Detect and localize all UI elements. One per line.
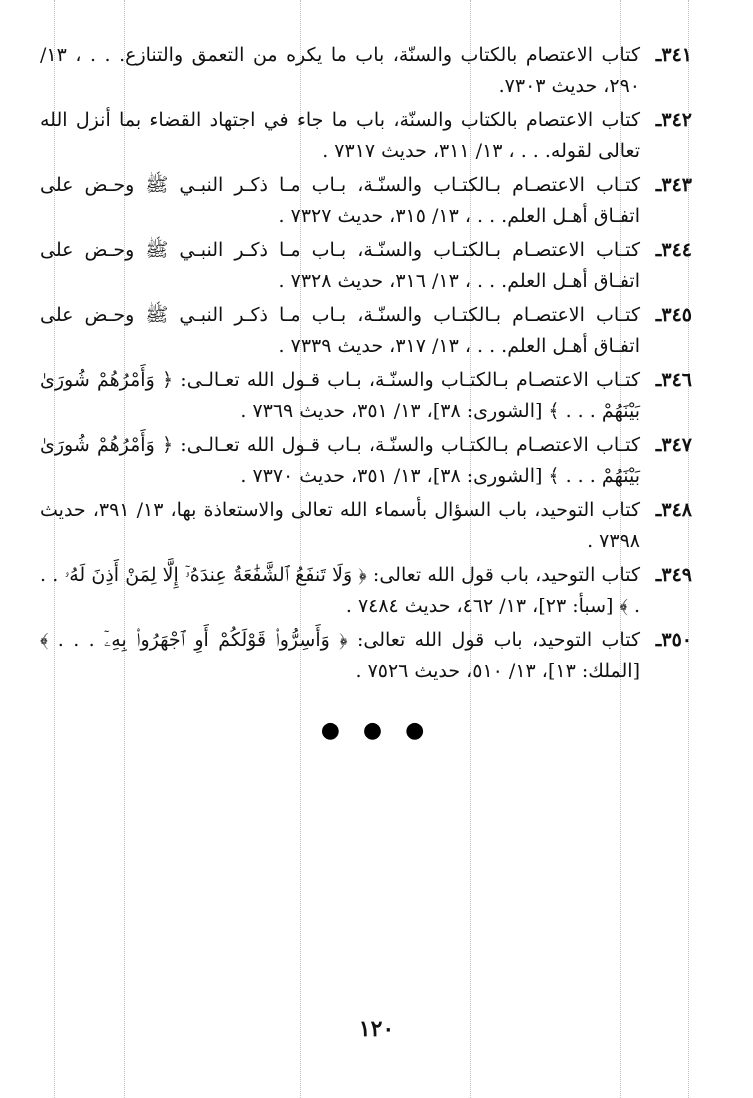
entry-text: كتاب الاعتصام بالكتاب والسنّة، باب ما جاء في اجتهاد القضاء بما أنزل الله تعالى لقوله. . . ، ١٣/ ٣١١، حديث ٧٣١٧ . — [40, 109, 640, 162]
entry-number: ٣٤٣ـ — [655, 174, 692, 196]
page-number: ١٢٠ — [358, 1016, 395, 1042]
entry-text: كتاب التوحيد، باب قول الله تعالى: ﴿ وَأَسِرُّوا۟ قَوْلَكُمْ أَوِ ٱجْهَرُوا۟ بِهِۦٓ . . . ﴾ [الملك: ١٣]، ١٣/ ٥١٠، حديث ٧٥٢٦ . — [40, 629, 640, 682]
entry-text: كتاب التوحيد، باب قول الله تعالى: ﴿ وَلَا تَنفَعُ ٱلشَّفَٰعَةُ عِندَهُۥٓ إِلَّا لِمَنْ أَذِنَ لَهُۥ . . . ﴾ [سبأ: ٢٣]، ١٣/ ٤٦٢، حديث ٧٤٨٤ . — [40, 564, 640, 617]
reference-entry — [40, 105, 692, 167]
entry-number: ٣٤٨ـ — [655, 499, 692, 521]
reference-entry — [40, 625, 692, 687]
entry-text: كتـاب الاعتصـام بـالكتـاب والسنّـة، بـاب مـا ذكـر النبـي ﷺ وحـض على اتفـاق أهـل العلم. . . ، ١٣/ ٣١٥، حديث ٧٣٢٧ . — [40, 174, 640, 227]
references-list — [40, 40, 692, 690]
entry-text: كتاب التوحيد، باب السؤال بأسماء الله تعالى والاستعاذة بها، ١٣/ ٣٩١، حديث ٧٣٩٨ . — [40, 499, 640, 552]
entry-text: كتـاب الاعتصـام بـالكتـاب والسنّـة، بـاب قـول الله تعـالـى: ﴿ وَأَمْرُهُمْ شُورَىٰ بَيْنَهُمْ . . . ﴾ [الشورى: ٣٨]، ١٣/ ٣٥١، حديث ٧٣٦٩ . — [40, 369, 640, 422]
reference-entry — [40, 430, 692, 492]
entry-text: كتاب الاعتصام بالكتاب والسنّة، باب ما يكره من التعمق والتنازع. . . ، ١٣/ ٢٩٠، حديث ٧٣٠٣. — [40, 44, 640, 97]
entry-text: كتـاب الاعتصـام بـالكتـاب والسنّـة، بـاب مـا ذكـر النبـي ﷺ وحـض على اتفـاق أهـل العلم. . . ، ١٣/ ٣١٧، حديث ٧٣٣٩ . — [40, 304, 640, 357]
entry-number: ٣٤٢ـ — [655, 109, 692, 131]
entry-number: ٣٤٧ـ — [655, 434, 692, 456]
reference-entry — [40, 170, 692, 232]
reference-entry — [40, 40, 692, 102]
entry-number: ٣٤٥ـ — [655, 304, 692, 326]
reference-entry — [40, 495, 692, 557]
entry-text: كتـاب الاعتصـام بـالكتـاب والسنّـة، بـاب قـول الله تعـالـى: ﴿ وَأَمْرُهُمْ شُورَىٰ بَيْنَهُمْ . . . ﴾ [الشورى: ٣٨]، ١٣/ ٣٥١، حديث ٧٣٧٠ . — [40, 434, 640, 487]
reference-entry — [40, 235, 692, 297]
entry-text: كتـاب الاعتصـام بـالكتـاب والسنّـة، بـاب مـا ذكـر النبـي ﷺ وحـض على اتفـاق أهـل العلم. . . ، ١٣/ ٣١٦، حديث ٧٣٢٨ . — [40, 239, 640, 292]
entry-number: ٣٤١ـ — [655, 44, 692, 66]
reference-entry — [40, 560, 692, 622]
reference-entry — [40, 365, 692, 427]
entry-number: ٣٥٠ـ — [655, 629, 692, 651]
entry-number: ٣٤٤ـ — [655, 239, 692, 261]
entry-number: ٣٤٩ـ — [655, 564, 692, 586]
entry-number: ٣٤٦ـ — [655, 369, 692, 391]
section-divider: ● ● ● — [320, 718, 433, 743]
reference-entry — [40, 300, 692, 362]
